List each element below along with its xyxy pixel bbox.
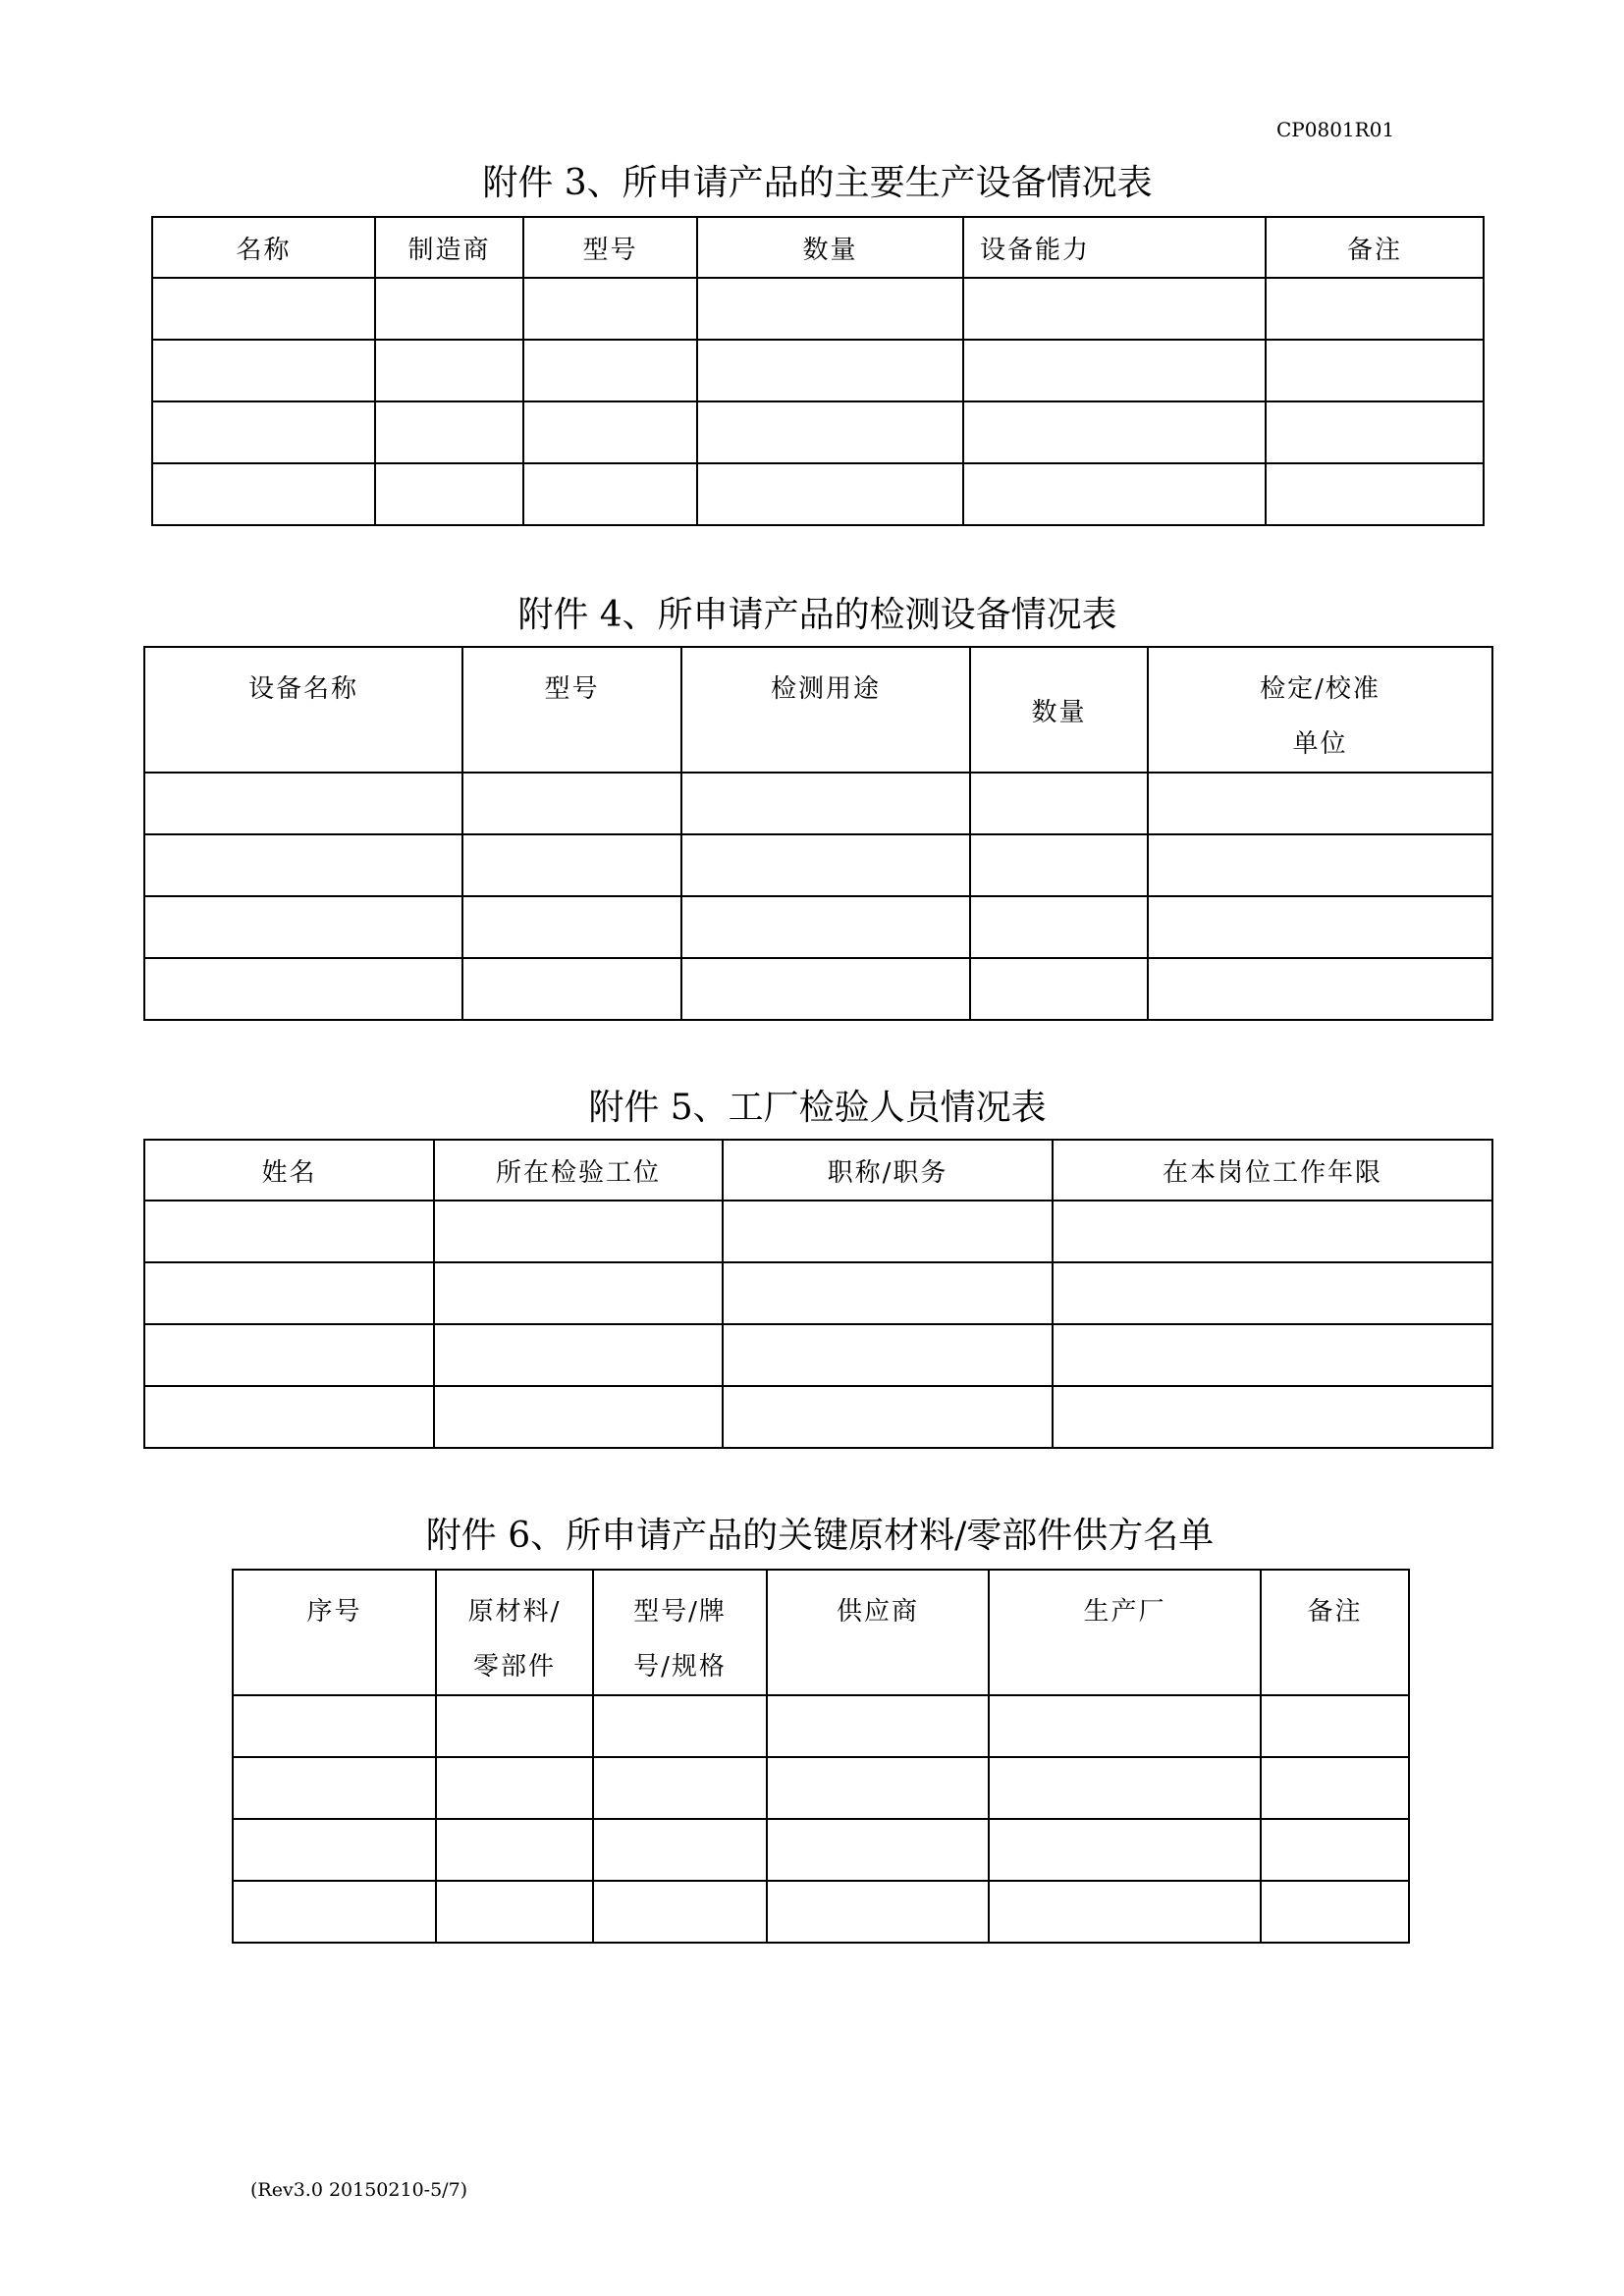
header-remarks: 备注 <box>1266 217 1484 278</box>
header-remarks: 备注 <box>1261 1570 1409 1695</box>
table-row <box>144 1262 1492 1324</box>
header-model-brand-spec <box>593 1570 767 1695</box>
header-calibration-line1: 检定/校准 <box>1260 674 1380 704</box>
header-name: 姓名 <box>144 1140 434 1201</box>
table-row <box>144 1386 1492 1448</box>
header-title-position: 职称/职务 <box>723 1140 1053 1201</box>
header-model: 型号 <box>462 647 681 773</box>
table-row <box>233 1757 1409 1819</box>
table-row <box>152 401 1484 463</box>
supplier-list-table <box>232 1569 1410 1944</box>
header-years-in-post: 在本岗位工作年限 <box>1053 1140 1492 1201</box>
table-row <box>152 463 1484 525</box>
header-name: 名称 <box>152 217 375 278</box>
header-calibration-line2: 单位 <box>1292 729 1348 759</box>
table-row <box>233 1695 1409 1757</box>
table-row <box>144 773 1492 834</box>
header-inspection-station: 所在检验工位 <box>434 1140 723 1201</box>
production-equipment-table <box>151 216 1485 526</box>
header-model-line1: 型号/牌 <box>633 1597 727 1627</box>
table-row <box>144 1324 1492 1386</box>
table-row <box>233 1881 1409 1943</box>
header-test-purpose: 检测用途 <box>681 647 970 773</box>
testing-equipment-table <box>143 646 1493 1021</box>
header-manufacturer: 制造商 <box>375 217 523 278</box>
header-capability: 设备能力 <box>963 217 1266 278</box>
document-code: CP0801R01 <box>1276 118 1395 141</box>
header-quantity: 数量 <box>970 647 1148 773</box>
header-calibration-unit <box>1148 647 1492 773</box>
table-row <box>144 896 1492 958</box>
table-row <box>152 340 1484 401</box>
header-model: 型号 <box>523 217 697 278</box>
header-model-line2: 号/规格 <box>633 1652 727 1682</box>
header-manufacturer: 生产厂 <box>989 1570 1261 1695</box>
header-supplier: 供应商 <box>767 1570 989 1695</box>
header-material-line1: 原材料/ <box>467 1597 562 1627</box>
table-row <box>144 1201 1492 1262</box>
page-footer: (Rev3.0 20150210-5/7) <box>250 2179 468 2201</box>
table-row <box>152 278 1484 340</box>
header-material-component <box>436 1570 593 1695</box>
table6-title: 附件 6、所申请产品的关键原材料/零部件供方名单 <box>425 1516 1215 1556</box>
table-row <box>233 1819 1409 1881</box>
table-row <box>144 958 1492 1020</box>
table5-title: 附件 5、工厂检验人员情况表 <box>588 1088 1047 1128</box>
table-row <box>144 834 1492 896</box>
table4-title: 附件 4、所申请产品的检测设备情况表 <box>517 595 1117 635</box>
inspection-personnel-table <box>143 1139 1493 1449</box>
table3-title: 附件 3、所申请产品的主要生产设备情况表 <box>482 163 1153 203</box>
header-serial-number: 序号 <box>233 1570 436 1695</box>
header-quantity: 数量 <box>697 217 963 278</box>
header-equipment-name: 设备名称 <box>144 647 462 773</box>
header-material-line2: 零部件 <box>472 1652 556 1682</box>
